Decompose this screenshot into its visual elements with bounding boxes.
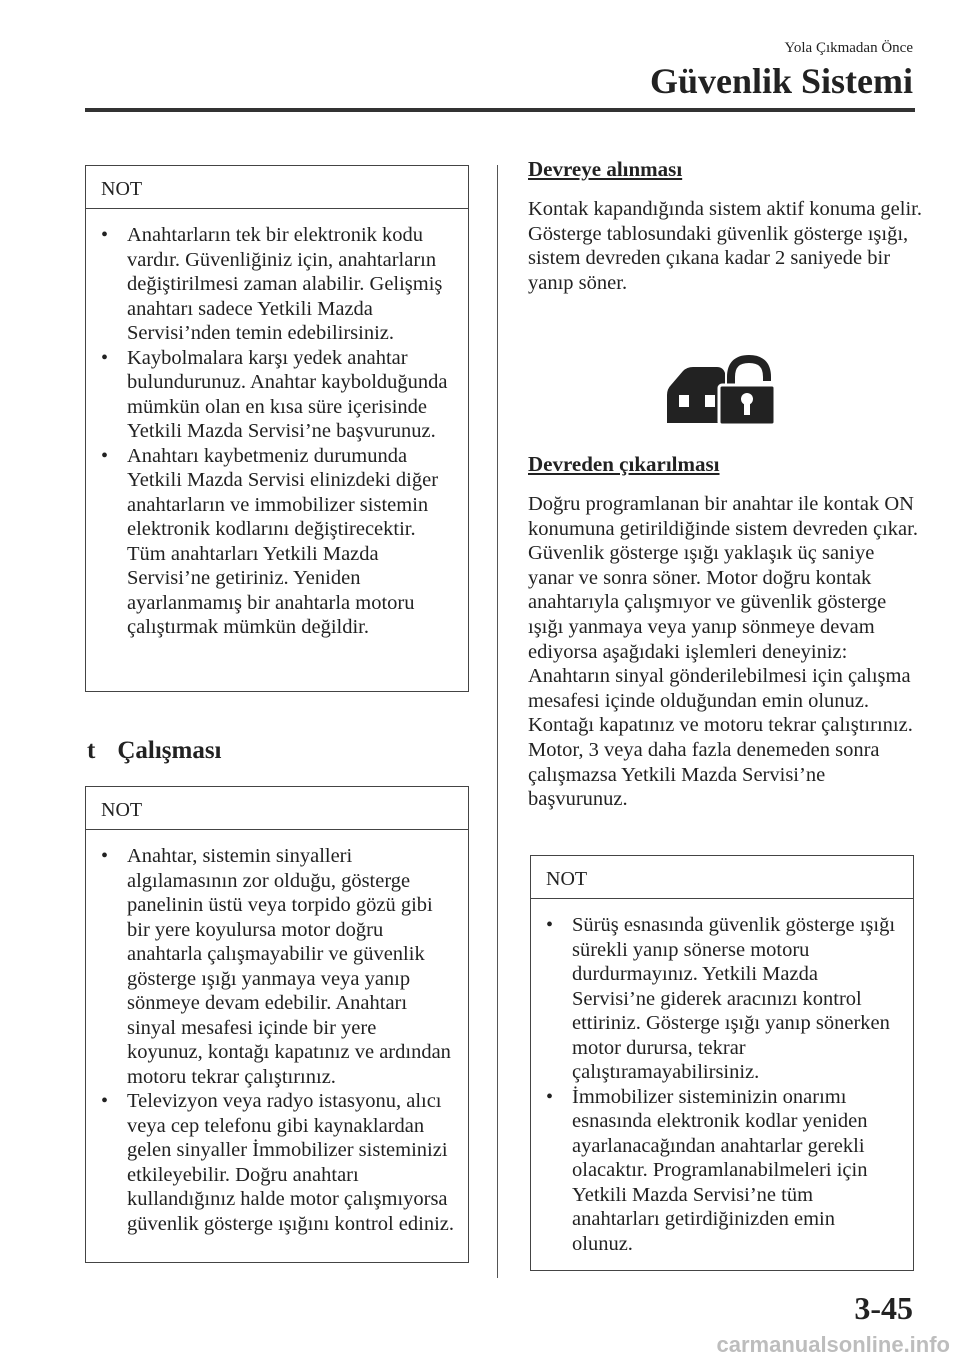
note-box-driving [530, 855, 914, 1271]
note-bullet [98, 444, 456, 640]
bullet-icon: • [546, 1085, 554, 1108]
note-bullet-text: Kaybolmalara karşı yedek anahtar bulundurunuz. Anahtar kaybolduğunda mümkün olan en kısa süre içerisinde Yetkili Mazda Servisi’ne başvurunuz. [127, 346, 448, 442]
security-indicator-icon [665, 355, 777, 429]
note-bullet-text: Anahtarların tek bir elektronik kodu vardır. Güvenliğiniz için, anahtarların değiştirilmesi zaman alabilir. Gelişmiş anahtarı sadece Yetkili Mazda Servisi’nden temin edebilirsiniz. [127, 224, 443, 344]
page-title: Güvenlik Sistemi [649, 61, 913, 101]
note-label: NOT [86, 787, 468, 830]
note-bullet [98, 844, 456, 1089]
note-bullet [98, 346, 456, 444]
column-divider [497, 165, 498, 1278]
header-rule [85, 108, 915, 112]
note-bullet-text: Sürüş esnasında güvenlik gösterge ışığı sürekli yanıp sönerse motoru durdurmayınız. Yetkili Mazda Servisi’ne giderek aracınızı kontrol ettiriniz. Gösterge ışığı yanıp sönerken motor durursa, tekrar çalıştıramayabilirsiniz. [572, 914, 896, 1083]
disarming-text: Doğru programlanan bir anahtar ile kontak ON konumuna getirildiğinde sistem devreden çıkar. Güvenlik gösterge ışığı yaklaşık üç saniye yanar ve sonra söner. Motor doğru kontak anahtarıyla çalışmıyor ve güvenlik gösterge ışığı yanmaya veya yanıp sönmeye devam ediyorsa aşağıdaki işlemleri deneyiniz: Anahtarın sinyal gönderilebilmesi için çalışma mesafesi içinde olduğundan emin olunuz. Kontağı kapatınız ve motoru tekrar çalıştırınız. Motor, 3 veya daha fazla denemeden sonra çalışmazsa Yetkili Mazda Servisi’ne başvurunuz. [528, 493, 918, 811]
disarming-heading: Devreden çıkarılması [528, 452, 720, 476]
section-marker: t [87, 737, 96, 764]
header-section-label: Yola Çıkmadan Önce [784, 40, 913, 56]
arming-heading: Devreye alınması [528, 157, 683, 181]
note-box-keys [85, 165, 469, 692]
bullet-icon: • [101, 346, 109, 369]
bullet-icon: • [101, 845, 109, 867]
note-bullet-text: İmmobilizer sisteminizin onarımı esnasında elektronik kodlar yeniden ayarlanacağından anahtarlar gerekli olacaktır. Programlanabilmeleri için Yetkili Mazda Servisi’ne tüm anahtarları getirdiğinizden emin olunuz. [572, 1085, 868, 1255]
note-bullet [543, 913, 901, 1085]
note-bullet-text: Anahtarı kaybetmeniz durumunda Yetkili Mazda Servisi elinizdeki diğer anahtarların ve immobilizer sistemin elektronik kodlarını değiştirecektir. Tüm anahtarları Yetkili Mazda Servisi’ne getiriniz. Yeniden ayarlanmamış bir anahtarla motoru çalıştırmak mümkün değildir. [127, 444, 439, 638]
note-label: NOT [531, 856, 913, 899]
note-label: NOT [86, 166, 468, 209]
note-bullet [98, 223, 456, 346]
arming-text: Kontak kapandığında sistem aktif konuma gelir. Gösterge tablosundaki güvenlik gösterge ışığı, sistem devreden çıkana kadar 2 saniyede bir yanıp söner. [528, 198, 922, 294]
bullet-icon: • [101, 1090, 109, 1112]
section-title [87, 737, 222, 765]
note-box-operation [85, 786, 469, 1263]
bullet-icon: • [101, 444, 109, 467]
bullet-icon: • [546, 914, 554, 936]
watermark: carmanualsonline.info [716, 1332, 950, 1357]
note-bullet [98, 1089, 456, 1236]
note-bullet-text: Televizyon veya radyo istasyonu, alıcı veya cep telefonu gibi kaynaklardan gelen sinyaller İmmobilizer sisteminizi etkileyebilir. Doğru anahtarı kullandığınız halde motor çalışmıyorsa güvenlik gösterge ışığını kontrol ediniz. [127, 1090, 455, 1235]
note-bullet-text: Anahtar, sistemin sinyalleri algılamasının zor olduğu, gösterge panelinin üstü veya torpido gözü gibi bir yere koyulursa motor doğru anahtarla çalışmayabilir ve güvenlik gösterge ışığı yanmaya veya yanıp sönmeye devam edebilir. Anahtarı sinyal mesafesi içinde bir yere koyunuz, kontağı kapatınız ve ardından motoru tekrar çalıştırınız. [127, 845, 451, 1088]
section-title-text: Çalışması [117, 737, 222, 764]
bullet-icon: • [101, 224, 109, 246]
note-bullet [543, 1085, 901, 1257]
page-number: 3-45 [854, 1290, 913, 1326]
